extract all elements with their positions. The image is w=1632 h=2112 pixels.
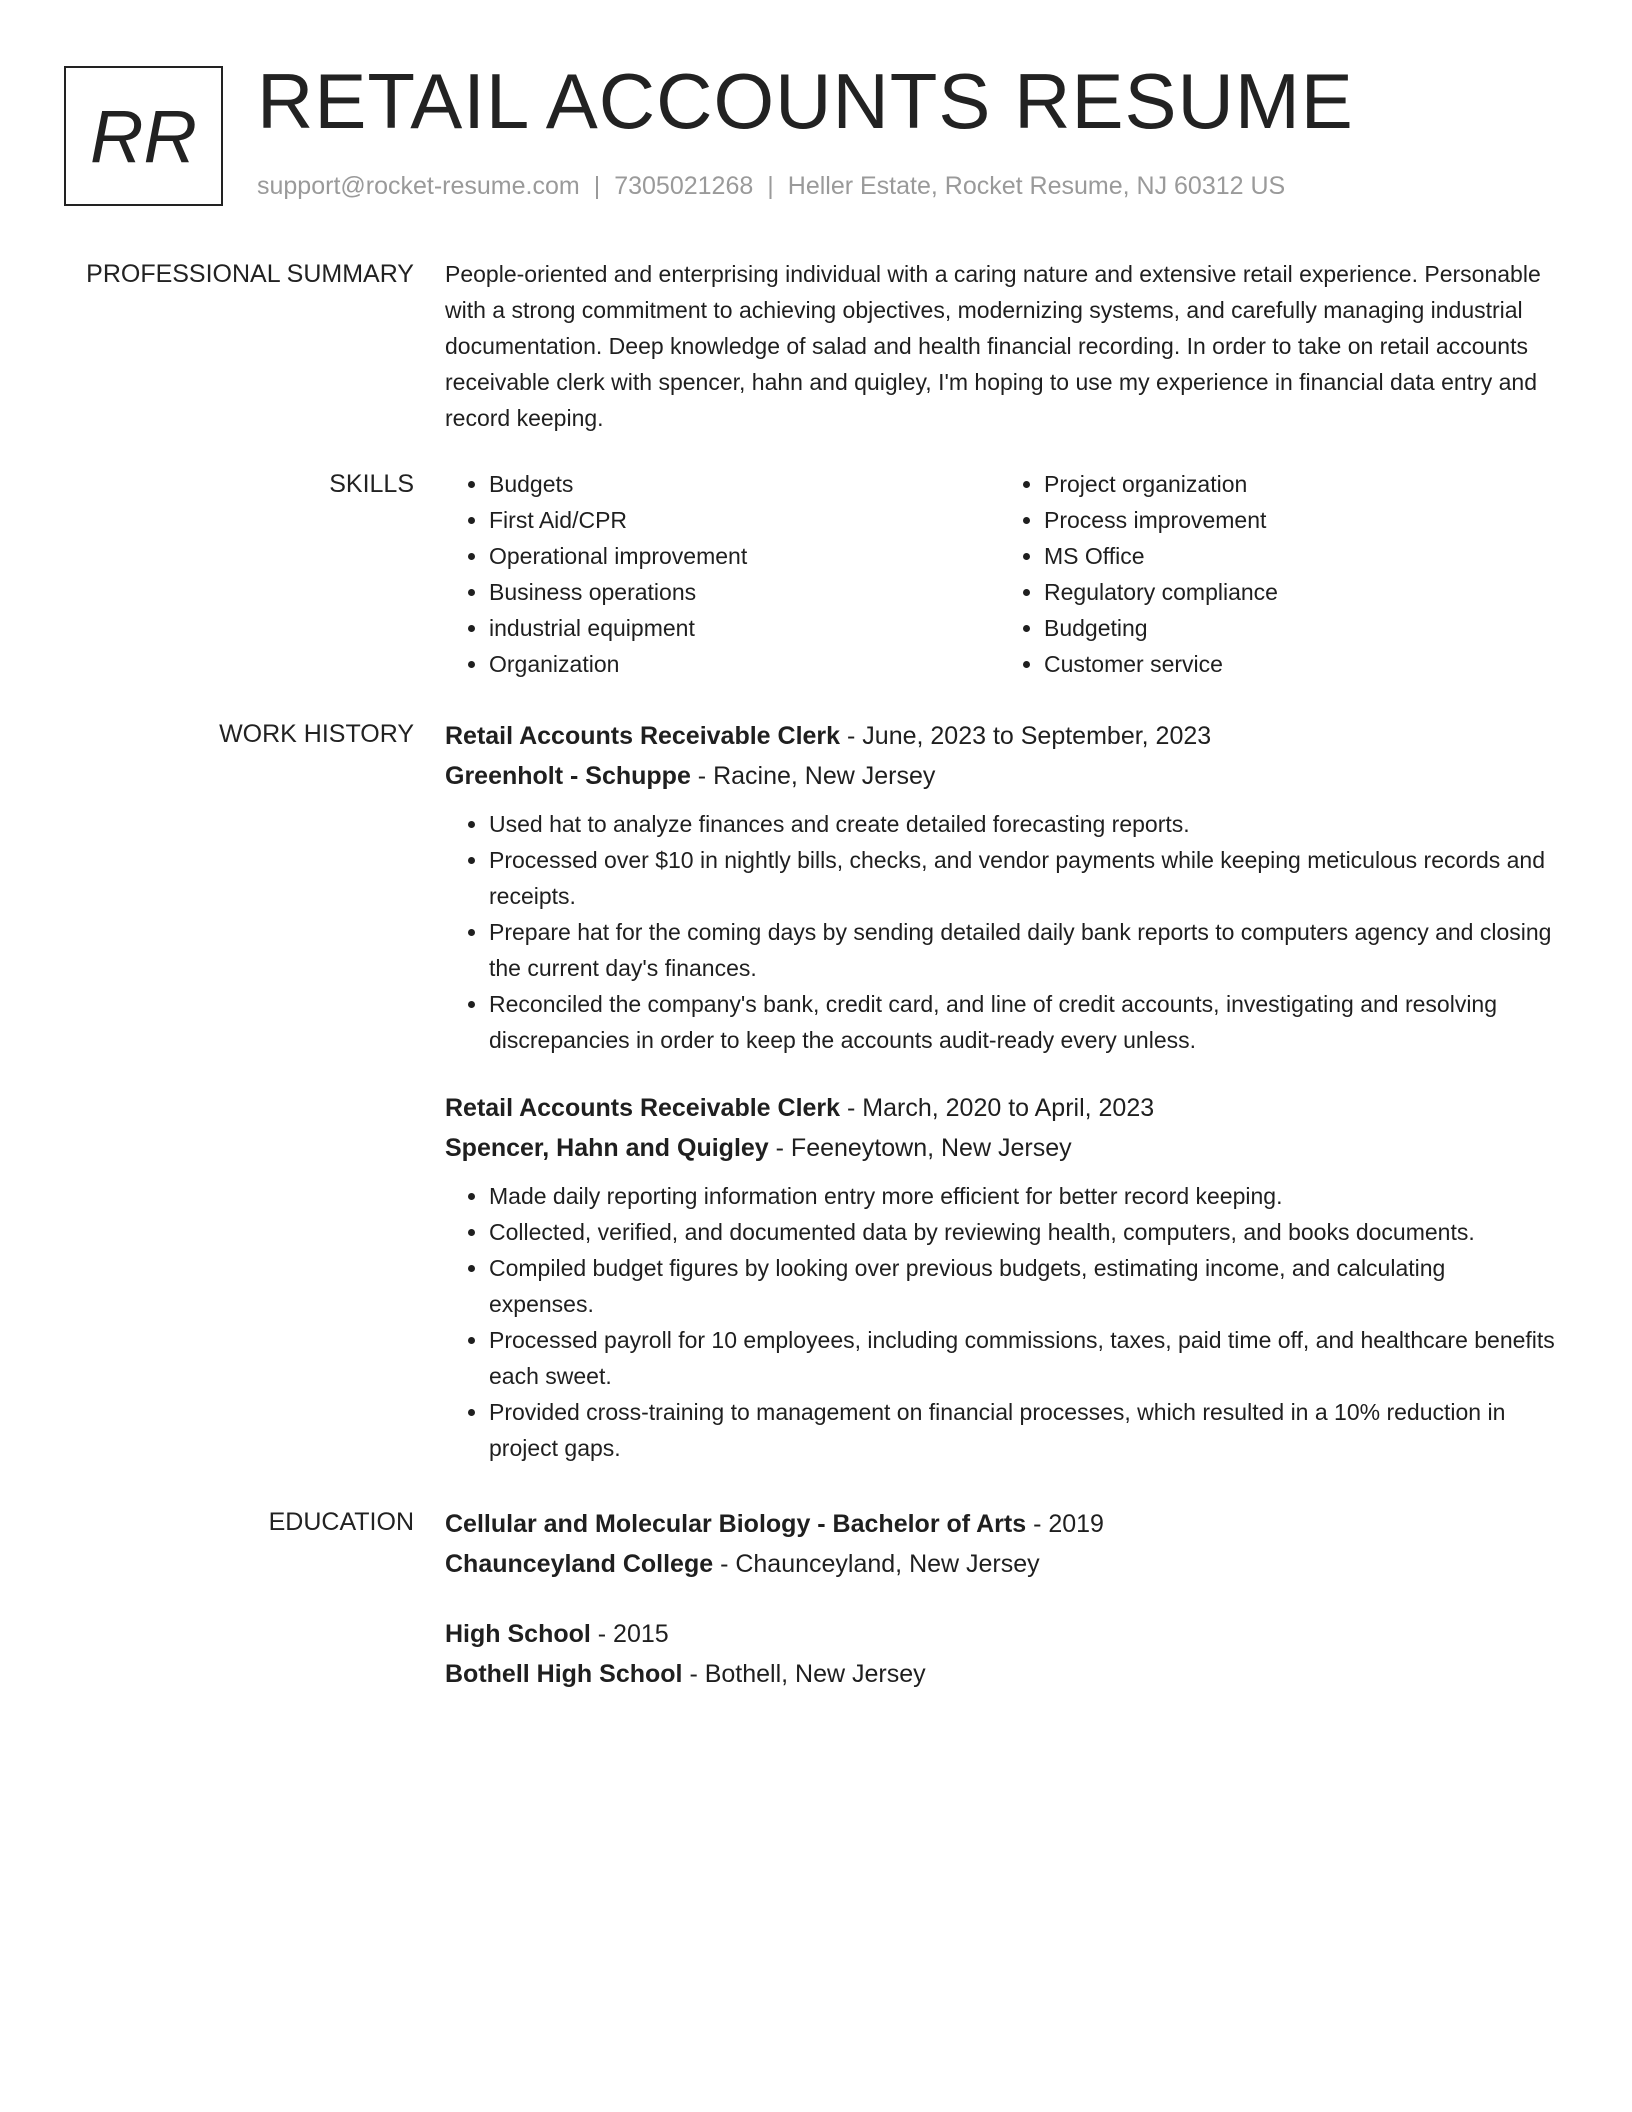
job-bullets	[445, 806, 1555, 1058]
skill-item: • industrial equipment	[489, 610, 1000, 646]
contact-line	[257, 172, 1285, 201]
job-bullet: • Prepare hat for the coming days by sending detailed daily bank reports to computers agency and closing the current day's finances.	[489, 914, 1555, 986]
education-location: - Chaunceyland, New Jersey	[713, 1550, 1040, 1578]
job-entry	[445, 716, 1555, 1058]
education-degree-line	[445, 1614, 1555, 1654]
education-degree: High School	[445, 1620, 591, 1648]
contact-separator: |	[767, 172, 774, 200]
skill-item: • Process improvement	[1044, 502, 1555, 538]
job-title: Retail Accounts Receivable Clerk	[445, 1094, 841, 1122]
contact-separator: |	[593, 172, 601, 200]
job-title-line	[445, 1088, 1555, 1128]
section-label-skills: SKILLS	[329, 470, 414, 498]
skill-item: • Budgeting	[1044, 610, 1555, 646]
skills-grid	[445, 466, 1555, 682]
job-bullet: • Processed over $10 in nightly bills, checks, and vendor payments while keeping meticulous records and receipts.	[489, 842, 1555, 914]
education-location: - Bothell, New Jersey	[682, 1660, 926, 1688]
skill-item: • First Aid/CPR	[489, 502, 1000, 538]
section-label-education: EDUCATION	[268, 1508, 414, 1536]
section-label-work-history: WORK HISTORY	[219, 720, 414, 748]
job-company-line	[445, 1128, 1555, 1168]
education-year: - 2015	[590, 1620, 669, 1648]
job-bullet: • Provided cross-training to management on financial processes, which resulted in a 10% reduction in project gaps.	[489, 1394, 1555, 1466]
document-title: RETAIL ACCOUNTS RESUME	[257, 57, 1354, 145]
education-degree-line	[445, 1504, 1555, 1544]
education-entry	[445, 1504, 1555, 1584]
job-bullet: • Compiled budget figures by looking over previous budgets, estimating income, and calculating expenses.	[489, 1250, 1555, 1322]
skill-item: • MS Office	[1044, 538, 1555, 574]
contact-email[interactable]: support@rocket-resume.com	[257, 172, 580, 200]
job-dates: - June, 2023 to September, 2023	[840, 722, 1212, 750]
contact-address: Heller Estate, Rocket Resume, NJ 60312 US	[787, 172, 1286, 200]
job-bullet: • Collected, verified, and documented data by reviewing health, computers, and books documents.	[489, 1214, 1555, 1250]
skill-item: • Budgets	[489, 466, 1000, 502]
job-title-line	[445, 716, 1555, 756]
skill-item: • Project organization	[1044, 466, 1555, 502]
education-year: - 2019	[1026, 1510, 1104, 1538]
job-company: Spencer, Hahn and Quigley	[445, 1134, 769, 1162]
education-school-line	[445, 1654, 1555, 1694]
skill-item: • Customer service	[1044, 646, 1555, 682]
job-company-line	[445, 756, 1555, 796]
education-school: Chaunceyland College	[445, 1550, 714, 1578]
job-entry	[445, 1088, 1555, 1466]
summary-text: People-oriented and enterprising individual with a caring nature and extensive retail experience. Personable with a strong commitment to achieving objectives, modernizing systems, and carefully managing industrial documentation. Deep knowledge of salad and health financial recording. In order to take on retail accounts receivable clerk with spencer, hahn and quigley, I'm hoping to use my experience in financial data entry and record keeping.	[445, 261, 1541, 431]
education-school: Bothell High School	[445, 1660, 683, 1688]
education-entry	[445, 1614, 1555, 1694]
job-bullet: • Processed payroll for 10 employees, including commissions, taxes, paid time off, and healthcare benefits each sweet.	[489, 1322, 1555, 1394]
education-degree: Cellular and Molecular Biology - Bachelor of Arts	[445, 1510, 1027, 1538]
job-bullet: • Made daily reporting information entry more efficient for better record keeping.	[489, 1178, 1555, 1214]
job-location: - Feeneytown, New Jersey	[768, 1134, 1072, 1162]
contact-phone[interactable]: 7305021268	[614, 172, 754, 200]
job-bullets	[445, 1178, 1555, 1466]
skill-item: • Business operations	[489, 574, 1000, 610]
job-dates: - March, 2020 to April, 2023	[840, 1094, 1155, 1122]
job-company: Greenholt - Schuppe	[445, 762, 691, 790]
monogram-logo: RR	[64, 66, 223, 206]
job-title: Retail Accounts Receivable Clerk	[445, 722, 841, 750]
skill-item: • Operational improvement	[489, 538, 1000, 574]
skills-list-left	[445, 466, 1000, 682]
skill-item: • Regulatory compliance	[1044, 574, 1555, 610]
job-location: - Racine, New Jersey	[690, 762, 936, 790]
job-bullet: • Used hat to analyze finances and create detailed forecasting reports.	[489, 806, 1555, 842]
section-label-summary: PROFESSIONAL SUMMARY	[86, 260, 414, 288]
skill-item: • Organization	[489, 646, 1000, 682]
job-bullet: • Reconciled the company's bank, credit card, and line of credit accounts, investigating and resolving discrepancies in order to keep the accounts audit-ready every unless.	[489, 986, 1555, 1058]
education-school-line	[445, 1544, 1555, 1584]
skills-list-right	[1000, 466, 1555, 682]
